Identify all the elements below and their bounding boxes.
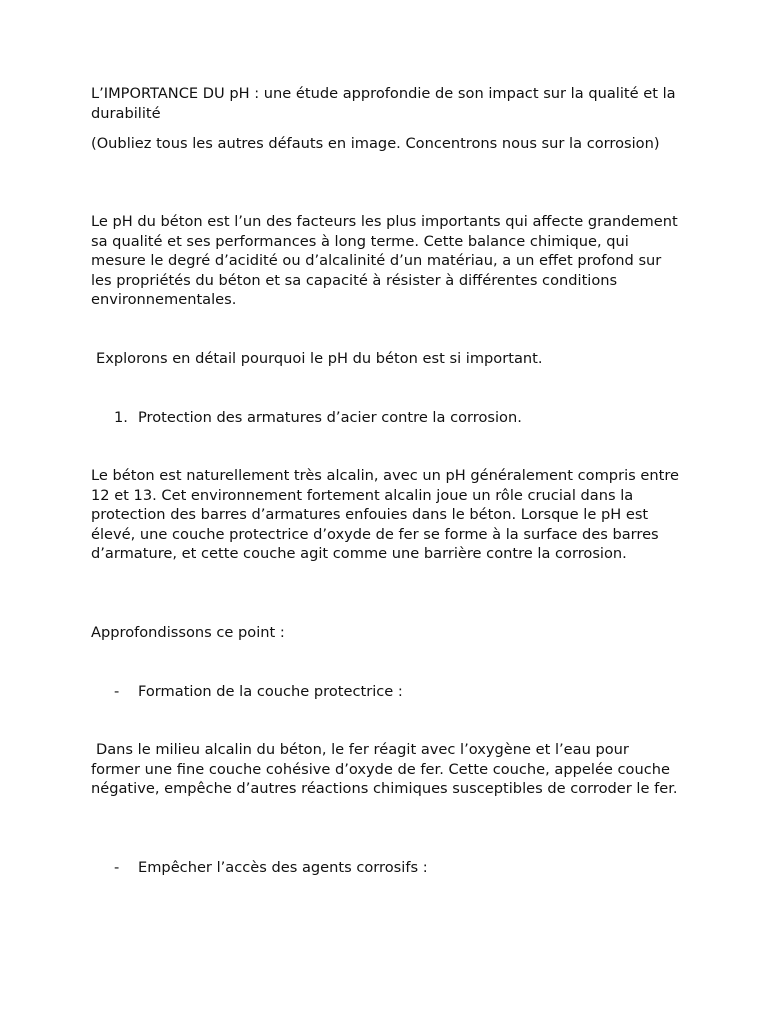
- deepen-paragraph: Approfondissons ce point :: [91, 624, 285, 641]
- intro-paragraph: Le pH du béton est l’un des facteurs les plus importants qui affecte grandement sa qualité et ses performances à long terme. Cette balance chimique, qui mesure le degré d’acidité ou d’alcalinité d’un matériau, a un effet profond sur les propriétés du béton et sa capacité à résister à différentes conditions environnementales.: [91, 213, 678, 309]
- bullet-item-1: [114, 682, 674, 702]
- bullet-item-heading: Empêcher l’accès des agents corrosifs :: [138, 859, 428, 876]
- document-title: L’IMPORTANCE DU pH : une étude approfondie de son impact sur la qualité et la durabilité: [91, 85, 676, 122]
- bullet1-body-text: Dans le milieu alcalin du béton, le fer réagit avec l’oxygène et l’eau pour former une fine couche cohésive d’oxyde de fer. Cette couche, appelée couche négative, empêche d’autres réactions chimiques susceptibles de corroder le fer.: [91, 741, 678, 798]
- section1-paragraph: Le béton est naturellement très alcalin, avec un pH généralement compris entre 12 et 13. Cet environnement fortement alcalin joue un rôle crucial dans la protection des barres d’armatures enfouies dans le béton. Lorsque le pH est élevé, une couche protectrice d’oxyde de fer se forme à la surface des barres d’armature, et cette couche agit comme une barrière contre la corrosion.: [91, 467, 679, 563]
- bullet-dash: -: [114, 859, 120, 876]
- numbered-item-1: [114, 408, 674, 428]
- bullet-item-heading: Formation de la couche protectrice :: [138, 683, 403, 700]
- explore-paragraph: Explorons en détail pourquoi le pH du béton est si important.: [96, 350, 543, 367]
- document-note: (Oubliez tous les autres défauts en image. Concentrons nous sur la corrosion): [91, 135, 660, 152]
- numbered-item-heading: Protection des armatures d’acier contre la corrosion.: [138, 409, 522, 426]
- list-number: 1.: [114, 409, 128, 426]
- bullet1-paragraph: [91, 740, 681, 799]
- bullet-item-2: [114, 858, 674, 878]
- bullet-dash: -: [114, 683, 120, 700]
